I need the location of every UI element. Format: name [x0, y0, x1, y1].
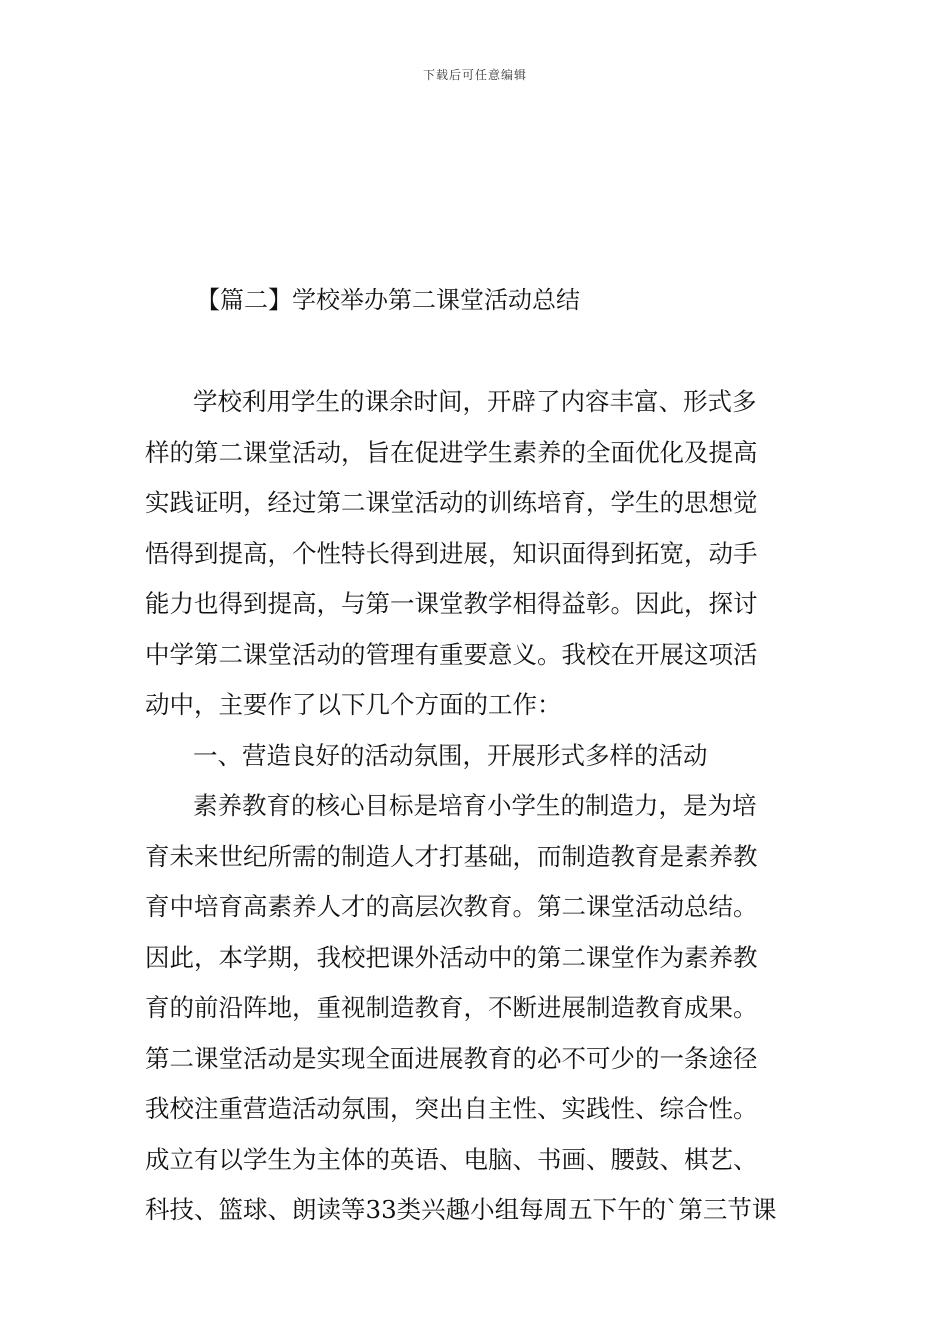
paragraph-line: 我校注重营造活动氛围，突出自主性、实践性、综合性。 [145, 1094, 758, 1123]
section-heading: 一、营造良好的活动氛围，开展形式多样的活动 [193, 740, 708, 770]
paragraph-line: 实践证明，经过第二课堂活动的训练培育，学生的思想觉 [145, 488, 758, 517]
paragraph-line: 动中，主要作了以下几个方面的工作： [145, 690, 562, 719]
paragraph-line: 育未来世纪所需的制造人才打基础，而制造教育是素养教 [145, 841, 758, 871]
header-note: 下载后可任意编辑 [422, 68, 527, 82]
paragraph-line: 成立有以学生为主体的英语、电脑、书画、腰鼓、棋艺、 [145, 1144, 758, 1174]
paragraph-line: 因此，本学期，我校把课外活动中的第二课堂作为素养教 [145, 942, 758, 972]
paragraph-line: 悟得到提高，个性特长得到进展，知识面得到拓宽，动手 [145, 538, 758, 568]
document-title: 【篇二】学校举办第二课堂活动总结 [196, 286, 580, 314]
paragraph-line: 科技、篮球、朗读等33类兴趣小组每周五下午的`第三节课 [145, 1195, 777, 1224]
paragraph-line: 中学第二课堂活动的管理有重要意义。我校在开展这项活 [145, 639, 758, 669]
paragraph-line: 第二课堂活动是实现全面进展教育的必不可少的一条途径 [145, 1043, 758, 1073]
paragraph-line: 育中培育高素养人才的高层次教育。第二课堂活动总结。 [145, 892, 758, 921]
paragraph-line: 能力也得到提高，与第一课堂教学相得益彰。因此，探讨 [145, 589, 758, 618]
paragraph-line: 学校利用学生的课余时间，开辟了内容丰富、形式多 [193, 387, 757, 416]
document-body [145, 377, 809, 1236]
paragraph-line: 育的前沿阵地，重视制造教育，不断进展制造教育成果。 [145, 993, 758, 1022]
paragraph-line: 样的第二课堂活动，旨在促进学生素养的全面优化及提高 [145, 437, 758, 467]
paragraph-line: 素养教育的核心目标是培育小学生的制造力，是为培 [193, 791, 757, 820]
